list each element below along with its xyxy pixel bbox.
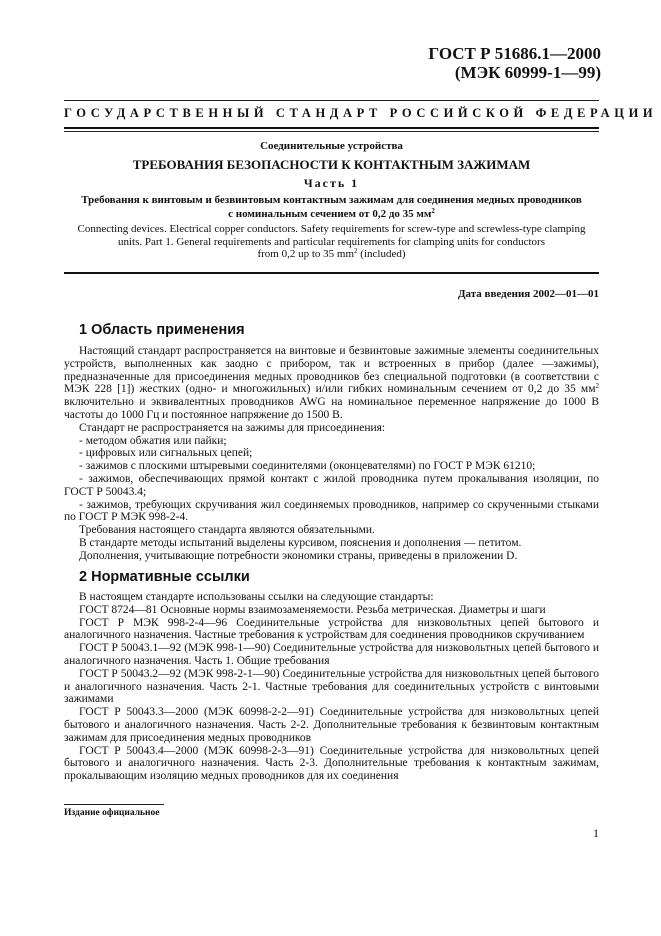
- list-item: - зажимов, требующих скручивания жил соединяемых проводников, например со скрученными стыками по ГОСТ Р МЭК 998-2-4.: [64, 498, 599, 524]
- russian-subtitle-line: [64, 207, 599, 221]
- paragraph: Дополнения, учитывающие потребности экономики страны, приведены в приложении D.: [79, 549, 518, 562]
- introduction-date: Дата введения 2002—01—01: [457, 288, 599, 300]
- list-item: - методом обжатия или пайки;: [79, 434, 227, 447]
- english-title-text: (included): [357, 248, 406, 260]
- paragraph-text: Настоящий стандарт распространяется на винтовые и безвинтовые зажимные элементы соединительных устройств, выполненных как заодно с прибором, так и встроенных в прибор (далее —зажимы), предназначенные для присоединения медных проводников без специальной подготовки (в соответствии с МЭК 228 [1]) жестких (одно- и многожильных) и/или гибких номинальным сечением от 0,2 до 35 мм: [64, 345, 599, 396]
- reference-item: ГОСТ Р 50043.2—92 (МЭК 998-2-1—90) Соединительные устройства для низковольтных цепей бытового и аналогичного назначения. Часть 2-1. Частные требования для соединительных устройств с винтовыми зажимами: [64, 667, 599, 706]
- section-heading-references: 2 Нормативные ссылки: [79, 569, 250, 585]
- superscript: 2: [595, 382, 599, 391]
- paragraph: Требования настоящего стандарта являются обязательными.: [79, 524, 375, 537]
- title-rule-thick: [64, 127, 599, 129]
- title-rule-thin: [64, 131, 599, 132]
- paragraph: Стандарт не распространяется на зажимы для присоединения:: [79, 421, 386, 434]
- edition-label: Издание официальное: [64, 808, 160, 818]
- iec-number: (МЭК 60999-1—99): [454, 63, 601, 82]
- paragraph: В настоящем стандарте использованы ссылки на следующие стандарты:: [79, 591, 434, 603]
- english-title-line: [64, 248, 599, 261]
- russian-subtitle: [64, 193, 599, 221]
- english-title-line: Connecting devices. Electrical copper conductors. Safety requirements for screw-type and screwless-type clamping: [77, 223, 586, 235]
- superscript: 2: [431, 207, 435, 215]
- top-rule: [64, 100, 599, 101]
- paragraph: В стандарте методы испытаний выделены курсивом, пояснения и дополнения — петитом.: [79, 536, 522, 549]
- section-heading-scope: 1 Область применения: [79, 322, 245, 338]
- section-scope-body: [64, 345, 599, 563]
- paragraph: [64, 345, 599, 422]
- english-title: [64, 223, 599, 261]
- document-title: ТРЕБОВАНИЯ БЕЗОПАСНОСТИ К КОНТАКТНЫМ ЗАЖИМАМ: [132, 157, 531, 172]
- gost-code: [428, 44, 601, 82]
- list-item: - зажимов с плоскими штыревыми соединителями (оконцевателями) по ГОСТ Р МЭК 61210;: [79, 460, 536, 473]
- russian-subtitle-text: с номинальным сечением от 0,2 до 35 мм: [228, 208, 432, 220]
- page-number: 1: [593, 826, 599, 840]
- english-title-line: units. Part 1. General requirements and particular requirements for clamping units for conductors: [117, 235, 546, 248]
- russian-subtitle-line: Требования к винтовым и безвинтовым контактным зажимам для соединения медных проводников: [81, 194, 582, 206]
- gost-number: ГОСТ Р 51686.1—2000: [428, 44, 601, 63]
- list-item: - цифровых или сигнальных цепей;: [79, 447, 253, 460]
- reference-item: ГОСТ Р 50043.3—2000 (МЭК 60998-2-2—91) Соединительные устройства для низковольтных цепей бытового и аналогичного назначения. Часть 2-2. Дополнительные требования к безвинтовым контактным зажимам для присоединения медных проводников: [64, 706, 599, 744]
- state-standard-title: ГОСУДАРСТВЕННЫЙ СТАНДАРТ РОССИЙСКОЙ ФЕДЕРАЦИИ: [64, 106, 658, 120]
- paragraph-text: включительно и эквивалентных проводников AWG на номинальное переменное напряжение до 1000 В частоты до 1000 Гц и постоянное напряжение до 1500 В.: [64, 396, 599, 421]
- reference-item: ГОСТ Р 50043.1—92 (МЭК 998-1—90) Соединительные устройства для низковольтных цепей бытового и аналогичного назначения. Часть 1. Общие требования: [64, 642, 599, 667]
- document-subtitle: Соединительные устройства: [260, 140, 403, 152]
- reference-item: ГОСТ 8724—81 Основные нормы взаимозаменяемости. Резьба метрическая. Диаметры и шаги: [79, 603, 546, 616]
- part-label: Часть 1: [303, 176, 360, 190]
- footer-rule: [64, 804, 164, 805]
- english-title-text: from 0,2 up to 35 mm: [257, 248, 355, 260]
- reference-item: ГОСТ Р МЭК 998-2-4—96 Соединительные устройства для низковольтных цепей бытового и аналогичного назначения. Частные требования к устройствам для соединения проводников скручиванием: [64, 616, 599, 642]
- intro-rule: [64, 272, 599, 274]
- reference-item: ГОСТ Р 50043.4—2000 (МЭК 60998-2-3—91) Соединительные устройства для низковольтных цепей бытового и аналогичного назначения. Часть 2-3. Дополнительные требования к контактным зажимам, прокалывающим изоляцию медных проводников для их соединения: [64, 744, 599, 783]
- list-item: - зажимов, обеспечивающих прямой контакт с жилой проводника путем прокалывания изоляции, по ГОСТ Р 50043.4;: [64, 472, 599, 498]
- section-references-body: [64, 591, 599, 783]
- superscript: 2: [354, 247, 358, 255]
